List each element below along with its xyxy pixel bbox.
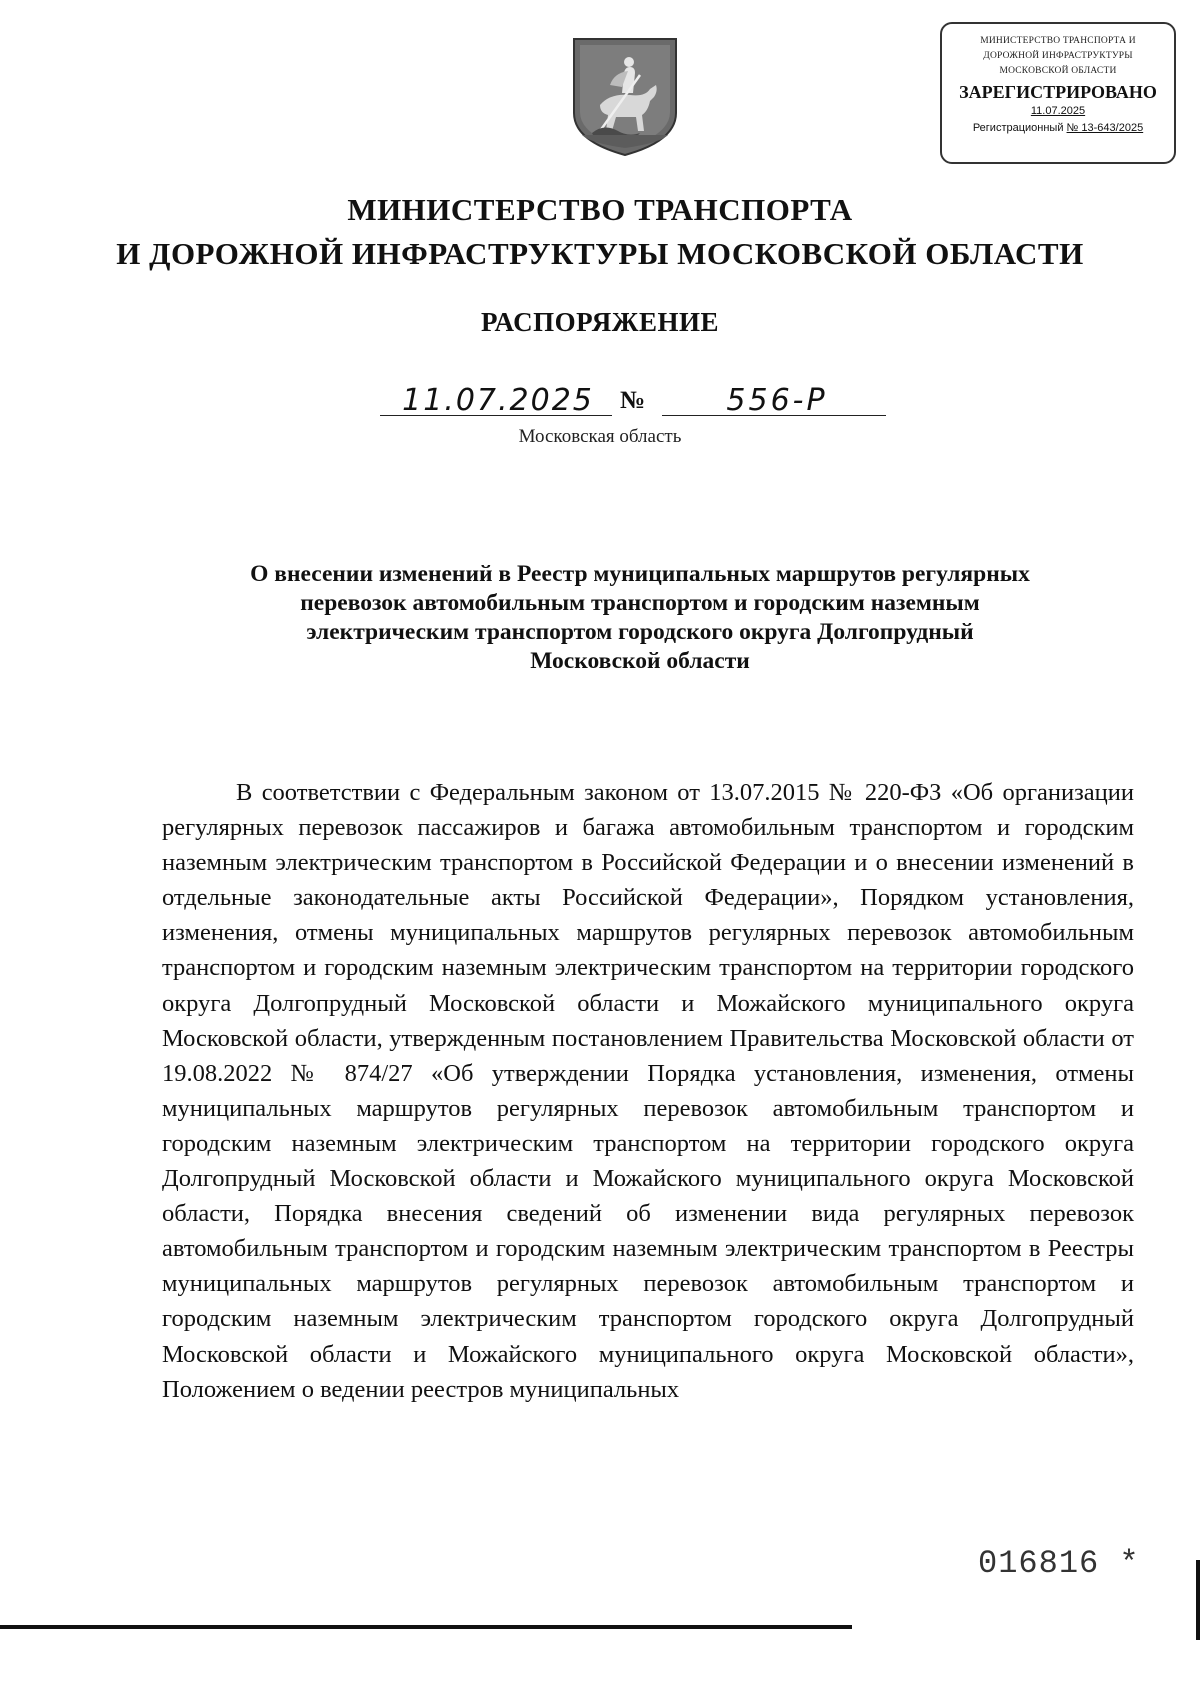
scan-edge-mark bbox=[1196, 1560, 1200, 1640]
document-type: РАСПОРЯЖЕНИЕ bbox=[480, 307, 720, 337]
number-underline bbox=[662, 415, 886, 416]
number-sign: № bbox=[620, 387, 646, 414]
registration-stamp bbox=[940, 22, 1176, 164]
stamp-reg-label: Регистрационный bbox=[972, 122, 1064, 134]
document-date: 11.07.2025 bbox=[402, 383, 594, 418]
subject-line4: Московской области bbox=[530, 648, 750, 674]
date-underline bbox=[380, 415, 612, 416]
date-number-line bbox=[0, 383, 1200, 423]
subject-line2: перевозок автомобильным транспортом и городским наземным bbox=[300, 590, 980, 616]
subject-line3: электрическим транспортом городского округа Долгопрудный bbox=[306, 619, 974, 645]
ministry-title bbox=[0, 188, 1200, 276]
ministry-title-line2: И ДОРОЖНОЙ ИНФРАСТРУКТУРЫ МОСКОВСКОЙ ОБЛАСТИ bbox=[116, 236, 1084, 271]
stamp-organization-line1: МИНИСТЕРСТВО ТРАНСПОРТА И bbox=[980, 36, 1136, 46]
document-number: 556-Р bbox=[726, 383, 828, 418]
stamp-status: ЗАРЕГИСТРИРОВАНО bbox=[959, 82, 1157, 102]
subject-line1: О внесении изменений в Реестр муниципальных маршрутов регулярных bbox=[250, 561, 1030, 587]
document-subject bbox=[160, 560, 1120, 676]
body-paragraph: В соответствии с Федеральным законом от 13.07.2015 № 220-ФЗ «Об организации регулярных перевозок пассажиров и багажа автомобильным транспортом и городским наземным электрическим транспортом в Российской Федерации и о внесении изменений в отдельные законодательные акты Российской Федерации», Порядком установления, изменения, отмены муниципальных маршрутов регулярных перевозок автомобильным транспортом и городским наземным электрическим транспортом на территории городского округа Долгопрудный Московской области и Можайского муниципального округа Московской области, утвержденным постановлением Правительства Московской области от 19.08.2022 № 874/27 «Об утверждении Порядка установления, изменения, отмены муниципальных маршрутов регулярных перевозок автомобильным транспортом и городским наземным электрическим транспортом на территории городского округа Долгопрудный Московской области и Можайского муниципального округа Московской области, Порядка внесения сведений об изменении вида регулярных перевозок автомобильным транспортом и городским наземным электрическим транспортом в Реестры муниципальных маршрутов регулярных перевозок автомобильным транспортом и городским наземным электрическим транспортом городского округа Долгопрудный Московской области и Можайского муниципального округа Московской области», Положением о ведении реестров муниципальных bbox=[162, 779, 1134, 1403]
stamp-reg-number: № 13-643/2025 bbox=[1066, 122, 1144, 134]
coat-of-arms-icon bbox=[570, 35, 680, 159]
stamp-registration bbox=[942, 119, 1174, 137]
ministry-title-line1: МИНИСТЕРСТВО ТРАНСПОРТА bbox=[347, 192, 853, 227]
stamp-date: 11.07.2025 bbox=[1030, 105, 1086, 117]
footer-code: 016816 * bbox=[978, 1545, 1140, 1582]
stamp-organization-line2: ДОРОЖНОЙ ИНФРАСТРУКТУРЫ bbox=[983, 51, 1133, 61]
scan-edge-line bbox=[0, 1625, 852, 1629]
document-place: Московская область bbox=[518, 426, 682, 447]
stamp-organization-line3: МОСКОВСКОЙ ОБЛАСТИ bbox=[999, 66, 1117, 76]
